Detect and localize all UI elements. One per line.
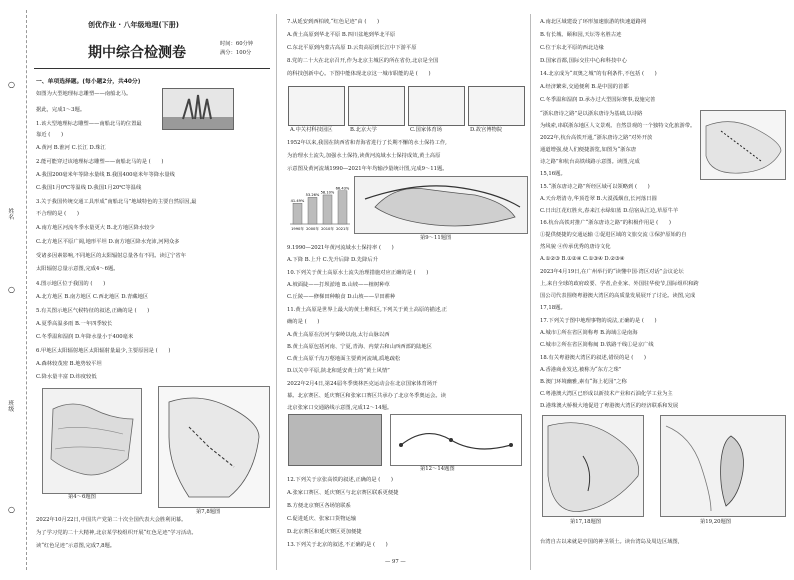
answer-options: C.丘陵——修梯田种粮食 D.山坡——旱田耕种 [287, 294, 396, 300]
bar-value-label: 41.49% [290, 198, 305, 203]
question-text: 18.有关粤港澳大湾区的叙述,错误的是 ( ) [540, 355, 646, 361]
loess-plateau-map [354, 176, 528, 234]
question-text: 13.下列关于北京的叙述,不正确的是 ( ) [287, 542, 388, 548]
answer-options: C.降水量丰富 D.纬度较低 [36, 374, 97, 380]
passage-text: 1952年以来,我国在陕西省和青海省进行了长期不懈的水土保持工作, [287, 140, 447, 146]
question-text: 16.杭台高铁对推广“浙东唐诗之路”的积极作用是 ( ) [540, 220, 671, 226]
answer-options: C.冬季温和湿润 D.年降水量小于400毫米 [36, 334, 134, 340]
question-text: 据此，完成1～3题。 [36, 107, 86, 113]
question-text: 1.该大型地理标志雕塑——南船北马的位置最 [36, 121, 142, 127]
photo-a [288, 86, 345, 126]
question-text: 11.黄土高原是世界上最大的黄土堆积区,下列关于黄土高原的描述,正 [287, 307, 448, 313]
side-mark: ○ [8, 285, 15, 294]
answer-options: C.北方地区平原广阔,地形平坦 D.南方地区降水充沛,河网众多 [36, 239, 180, 245]
figure-caption: 第4～6题图 [68, 494, 96, 500]
question-text: 7.从延安到西柏坡,“红色足迹”由 ( ) [287, 19, 380, 25]
passage-text: 台湾自古以来就是中国的神圣领土。读台湾岛及周边区域图, [540, 539, 680, 545]
name-label: 姓名 [6, 208, 13, 220]
answer-options: A.北方地区 B.南方地区 C.西北地区 D.青藏地区 [36, 294, 149, 300]
photo-caption: A.中关村科技园区 [290, 127, 333, 133]
passage-text: 15,16题。 [540, 171, 566, 177]
answer-option: A.张家口赛区、延庆赛区与北京赛区联系更便捷 [287, 490, 399, 496]
bar [323, 195, 332, 224]
photo-d [468, 86, 525, 126]
side-mark: ○ [8, 505, 15, 514]
passage-text: 为治理水土流失,加强水土保持,读黄河流域水土保持成效,黄土高原 [287, 153, 441, 159]
passage-text: “浙东唐诗之路”是以浙东唐诗为基础,以诗路 [540, 111, 643, 117]
soil-conservation-bar-chart [288, 176, 350, 232]
question-text: 12.下列关于京张高铁的叙述,正确的是 ( ) [287, 477, 393, 483]
question-text: 2.能可能穿过该地理标志雕塑——南船北马的是 ( ) [36, 159, 164, 165]
passage-text: 诗之路”和杭台高铁线路示意图。读图,完成 [540, 159, 640, 165]
figure-caption: 第7,8题图 [196, 509, 221, 515]
answer-option: B.有长城、颐和园,天坛等名胜古迹 [540, 32, 622, 38]
category-label: 2021年 [336, 227, 349, 231]
passage-text: 国公司代表围绕粤港澳大湾区的高质量发展展开了讨论。读图,完成 [540, 293, 696, 299]
answer-options: A.城市①所在省区简称粤 B.海域①是南海 [540, 330, 638, 336]
photo-b [348, 86, 405, 126]
answer-option: D.以关中平原,陕北和延安黄土的“黄土风情” [287, 368, 390, 374]
binding-line [26, 10, 27, 570]
answer-options: A.天台塔清寺,华顶苍翠 B.大漠孤烟直,长河落日圆 [540, 196, 657, 202]
question-text: 3.关于我国传统交通工具形成“南船北马”地域特色的主要自然原因,最 [36, 199, 197, 205]
passage-text: 示意图及黄河流域1990—2021年年均输沙量统计图,完成9～11题。 [287, 166, 448, 172]
score-label: 满分：100分 [220, 50, 252, 56]
question-text: 8.党的二十大在北京召开,作为北京主城区的所在省份,北京是全国 [287, 58, 439, 64]
bar-value-label: 66.43% [335, 186, 350, 191]
page-number: — 97 — [385, 559, 406, 565]
series-title: 创优作业 · 八年级地理(下册) [88, 21, 179, 29]
question-text: 5.有关图示地区气候特征的叙述,正确的是 ( ) [36, 308, 150, 314]
question-text: 不合理的是 ( ) [36, 211, 79, 217]
answer-options: A.我国200毫米年等降水量线 B.我国400毫米年等降水量线 [36, 172, 175, 178]
answer-options: A.经济繁荣,交通便利 B.是中国的首都 [540, 84, 629, 90]
answer-option: C.位于东北平原的西北边缘 [540, 45, 604, 51]
photo-caption: D.故宫博物院 [470, 127, 503, 133]
greater-bay-area-map [542, 415, 644, 517]
photo-caption: C.国家体育场 [410, 127, 443, 133]
answer-options: C.城市②所在省区简称闽 D.铁路干线①是京广线 [540, 342, 654, 348]
answer-options: A.黄河 B.淮河 C.长江 D.珠江 [36, 145, 106, 151]
bar [308, 197, 317, 224]
section-heading: 一、单项选择题。(每小题2分，共40分) [36, 79, 141, 85]
column-divider [530, 14, 531, 570]
question-text: 然风貌 ④传承优秀的唐诗文化 [540, 244, 611, 250]
question-text: 靠近 ( ) [36, 132, 64, 138]
answer-options: A.下降 B.上升 C.先升后降 D.先降后升 [287, 257, 378, 263]
figure-caption: 第9～11题图 [420, 235, 452, 241]
answer-options: A.南方地区河流冬季水量更大 B.北方地区降水较少 [36, 225, 155, 231]
passage-text: 受诸多因素影响,不同地区的太阳辐射总量各有不同。读辽宁省年 [36, 253, 186, 259]
header-rule [34, 68, 270, 69]
question-text: 15.“浙东唐诗之路”所经区域可以领略到 ( ) [540, 184, 650, 190]
passage-text: 通道增强,使人们便捷游览,如图为“浙东唐 [540, 147, 637, 153]
figure-caption: 第17,18题图 [570, 519, 602, 525]
question-text: 17.下列关于图中地理事物的说法,正确的是 ( ) [540, 318, 657, 324]
answer-option: B.方便北京赛区各场馆联系 [287, 503, 351, 509]
time-label: 时间：60分钟 [220, 41, 254, 47]
passage-text: 2023年4月19日,在广州举行的“读懂中国·湾区对话”会议论坛 [540, 269, 684, 275]
question-text: 10.下列关于黄土高原水土流失治理措施对应正确的是 ( ) [287, 270, 429, 276]
answer-options: C.日出江花红胜火,春来江水绿如蓝 D.信宿从江边,草原牛羊 [540, 208, 679, 214]
answer-option: C.粤港澳大湾区已形成以新技术产业和石油化学工业为主 [540, 391, 673, 397]
passage-text: 2022年10月22日,中国共产党第二十次全国代表大会胜利闭幕。 [36, 517, 187, 523]
passage-text: 为线索,串联浙东地区人文景观、自然景观的一个独特文化旅游带。 [540, 123, 696, 129]
answer-option: D.北京赛区和延庆赛区更加便捷 [287, 529, 362, 535]
figure-caption: 第19,20题图 [700, 519, 732, 525]
answer-option: A.南北区域建设了环形加速旅游的快速道路网 [540, 19, 647, 25]
red-footprint-map [158, 386, 270, 508]
passage-text: 上,来自全球的政府政要、学者,企业家、外国驻华使节,国际组织和跨 [540, 281, 699, 287]
passage-text: 读“红色足迹”示意图,完成7,8题。 [36, 543, 116, 549]
answer-option: A.黄土高原在汾河与秦岭以南,太行山脉以西 [287, 332, 390, 338]
answer-options: A.①②③ B.①②④ C.①③④ D.②③④ [540, 256, 625, 262]
passage-text: 2022年2月4日,第24届冬季奥林匹克运动会在北京国家体育场开 [287, 381, 438, 387]
question-text: 确的是 ( ) [287, 319, 320, 325]
bar [293, 203, 302, 224]
question-text: 9.1990—2021年黄河流域水土保持率 ( ) [287, 245, 394, 251]
answer-options: C.东北平原到内蒙古高原 D.云贵高原到长江中下游平原 [287, 45, 417, 51]
answer-option: B.澳门环境幽雅,素有“海上花园”之称 [540, 379, 627, 385]
question-text: 4.图示地区位于我国的 ( ) [36, 281, 106, 287]
question-text: 的科技创新中心。下图中能体现北京这一城市职能的是 ( ) [287, 71, 431, 77]
bar [338, 191, 347, 224]
liaoning-radiation-map [42, 388, 142, 494]
question-text: 如图为大型地理标志雕塑——南船北马。 [36, 91, 132, 97]
question-text: ①提供便捷的交通运输 ②促进区域的文旅交流 ③保护原始的自 [540, 232, 687, 238]
sculpture-photo [162, 88, 234, 130]
question-text: 14.北京成为“双奥之城”的有利条件,不包括 ( ) [540, 71, 657, 77]
taiwan-region-map [660, 415, 786, 517]
answer-option: B.黄土高原包括河南、宁夏,青海、内蒙古和山西西部的陆地区 [287, 344, 432, 350]
answer-option: C.促进延庆、张家口货物运输 [287, 516, 357, 522]
answer-options: C.我国1月0℃等温线 D.我国1月20℃等温线 [36, 185, 142, 191]
question-text: 6.甲地区太阳辐射地区太阳辐射量最少,主要原因是 ( ) [36, 348, 171, 354]
answer-option: C.黄土高原千沟万壑地面主要黄河流域,质地疏松 [287, 356, 401, 362]
answer-option: D.港珠澳大桥极大地促进了粤港澳大湾区的经济联系和发展 [540, 403, 679, 409]
answer-option: A.香港商业发达,被称为“东方之珠” [540, 367, 622, 373]
terrain-photo [288, 414, 382, 466]
bar-value-label: 58.10% [320, 190, 335, 195]
photo-caption: B.北京大学 [350, 127, 377, 133]
answer-options: A.坡面陡——打坝淤地 B.山坡——植树种草 [287, 282, 390, 288]
passage-text: 北京张家口交通路线示意图,完成12～14题。 [287, 405, 393, 411]
category-label: 1990年 [291, 227, 304, 231]
side-mark: ○ [8, 80, 15, 89]
answer-options: A.夏季高温多雨 B.一年四季较长 [36, 321, 113, 327]
passage-text: 为了学习党的二十大精神,北京某学校组织开展“红色足迹”学习活动。 [36, 530, 197, 536]
answer-options: A.森林较茂密 B.地势较平坦 [36, 361, 102, 367]
answer-options: A.黄土高原到华北平原 B.四川盆地到华北平原 [287, 32, 396, 38]
passage-text: 太阳辐射总量示意图,完成4～6题。 [36, 266, 119, 272]
class-label: 班级 [6, 400, 13, 412]
passage-text: 17,18题。 [540, 305, 566, 311]
beijing-zhangjiakou-route-map [390, 414, 522, 466]
passage-text: 2022年,杭台高铁开通,“浙东唐诗之路”对外开放 [540, 135, 653, 141]
category-label: 2010年 [321, 227, 334, 231]
bar-value-label: 53.26% [305, 192, 320, 197]
zhedong-poetry-map [700, 110, 786, 180]
page-title: 期中综合检测卷 [88, 45, 186, 61]
figure-caption: 第12～14题图 [420, 466, 455, 472]
answer-options: C.冬季温和湿润 D.承办过大型国际赛事,设施完善 [540, 97, 656, 103]
column-divider [276, 14, 277, 570]
passage-text: 幕。北京赛区、延庆赛区和张家口赛区共承办了北京冬季奥运会。读 [287, 393, 446, 399]
category-label: 2000年 [306, 227, 319, 231]
photo-c [408, 86, 465, 126]
answer-option: D.国家首都,国际交往中心和科技中心 [540, 58, 627, 64]
